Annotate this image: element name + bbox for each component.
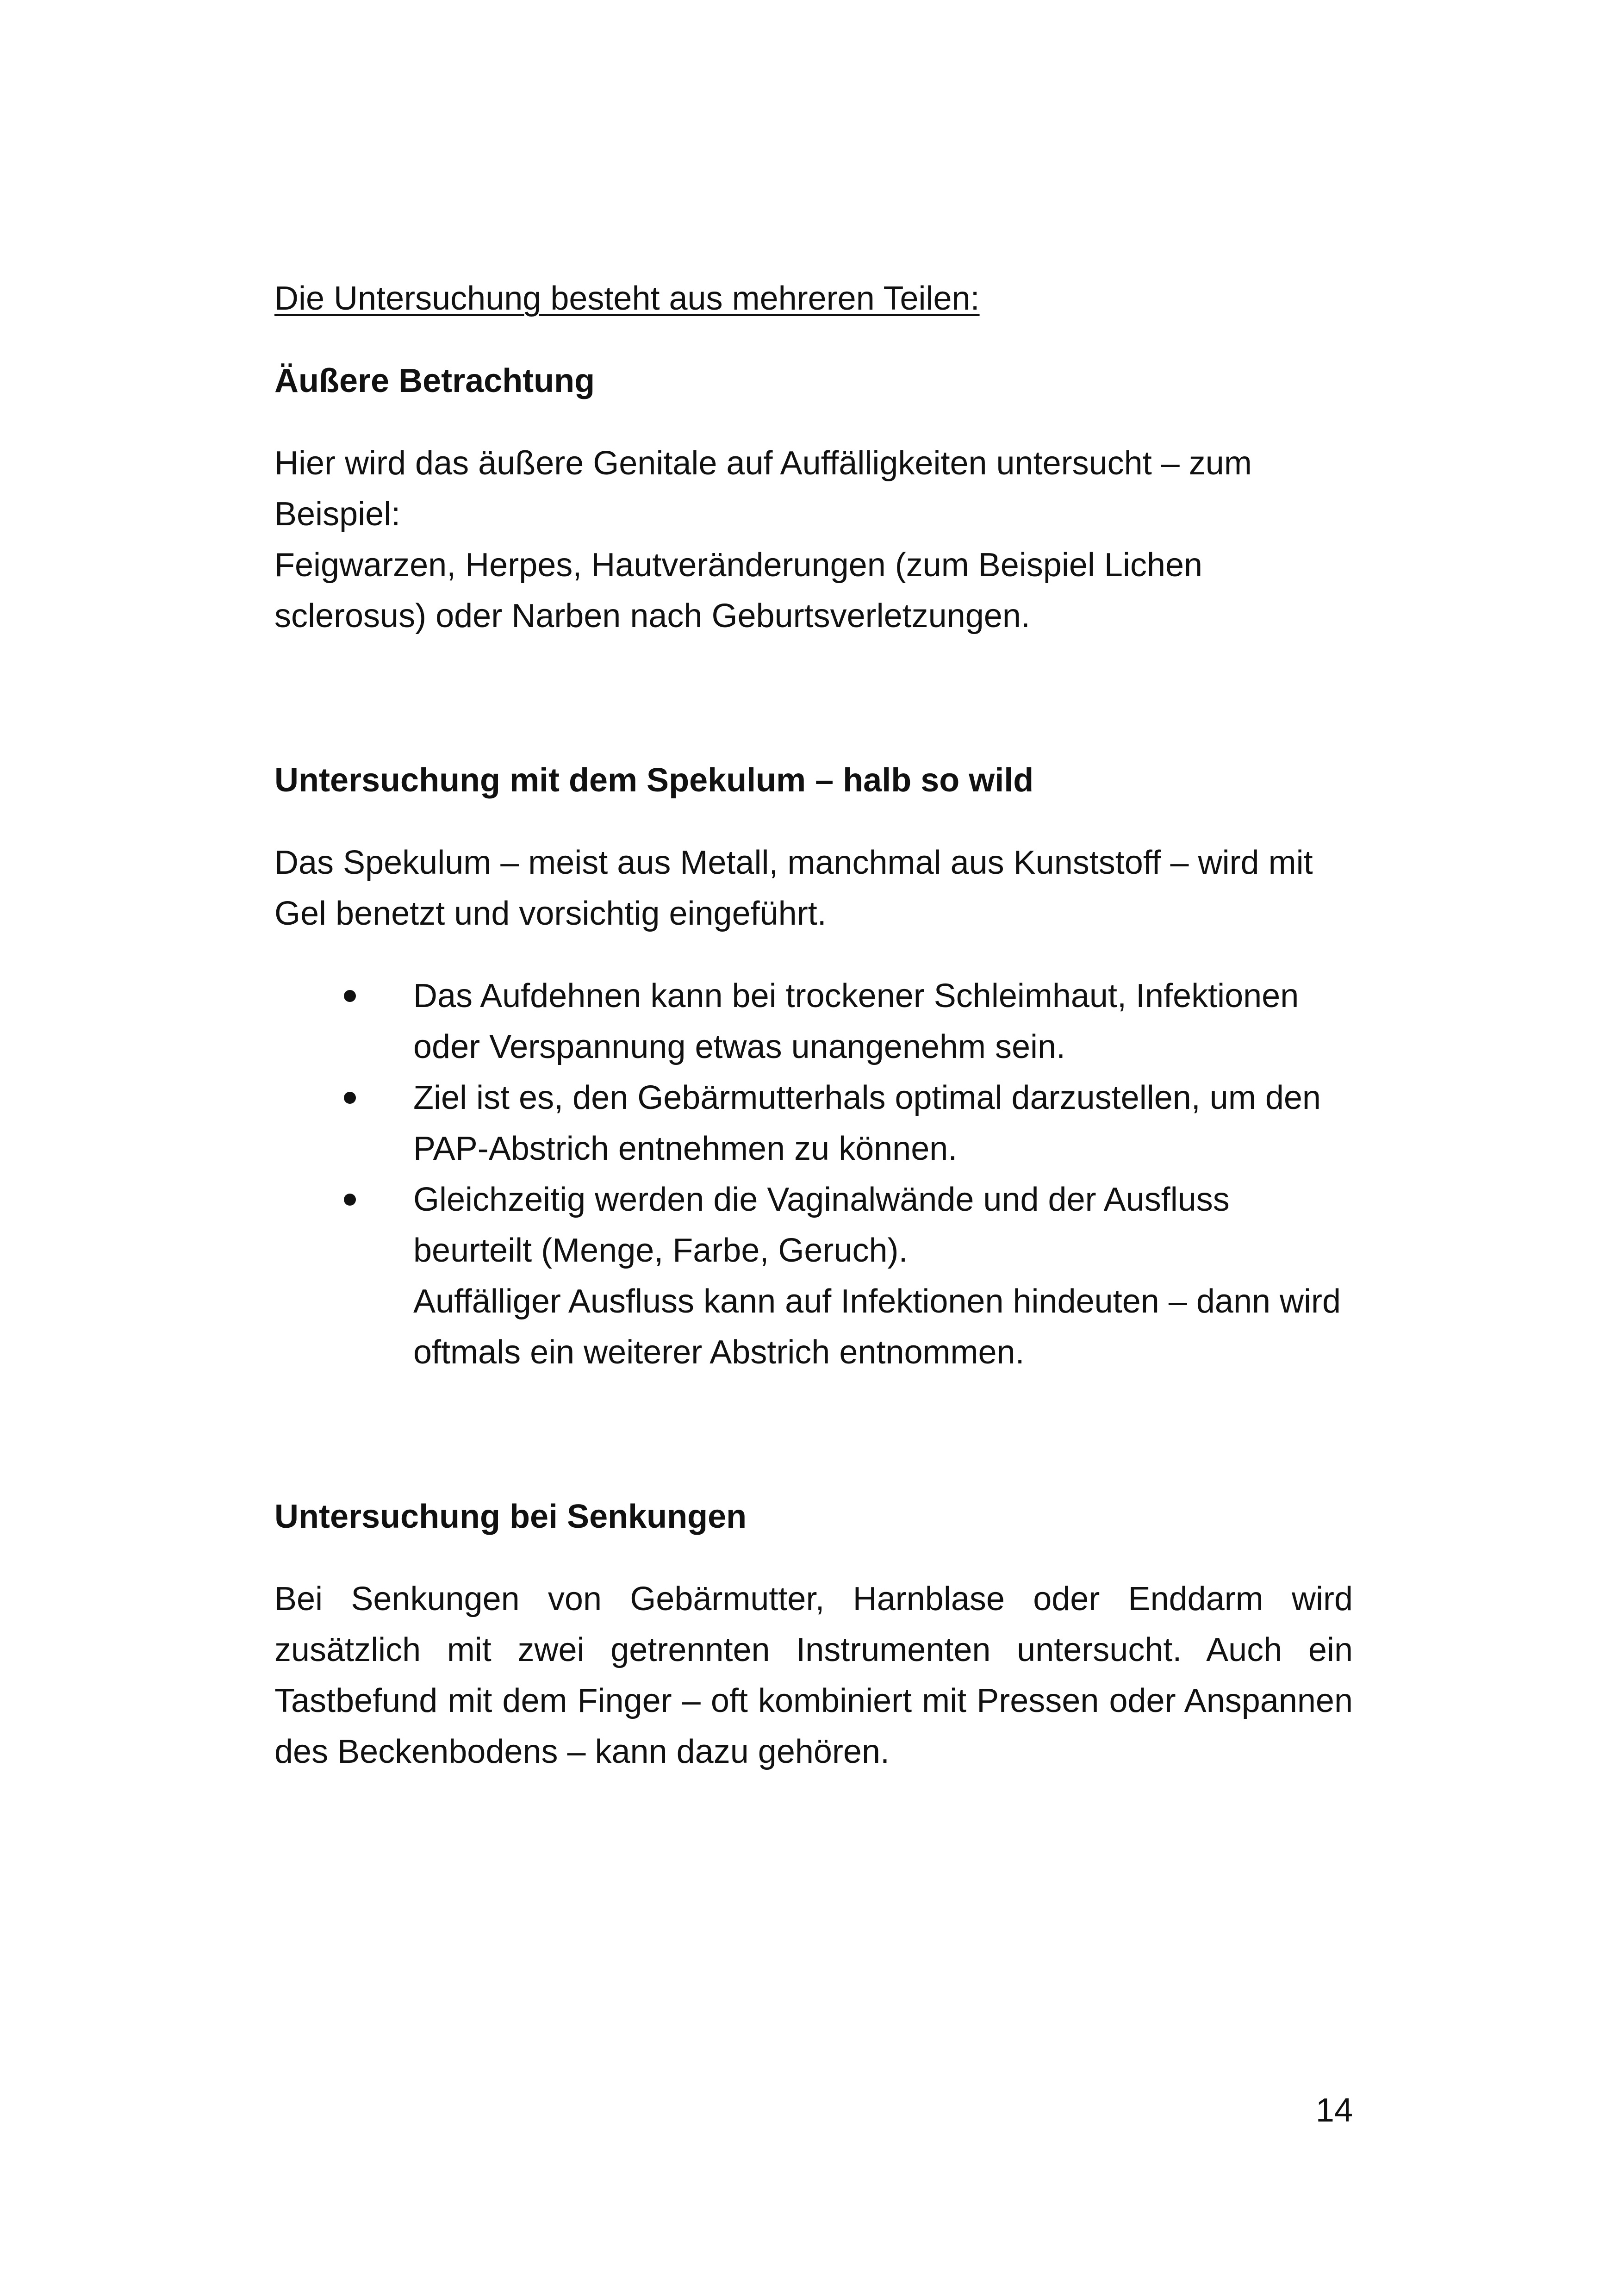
bullet-dot-icon	[344, 990, 356, 1002]
section-heading-speculum: Untersuchung mit dem Spekulum – halb so wild	[274, 762, 1034, 799]
bullet-item	[274, 971, 1353, 1072]
section-heading-outer-inspection: Äußere Betrachtung	[274, 362, 595, 399]
section-heading-prolapse: Untersuchung bei Senkungen	[274, 1498, 747, 1535]
section-paragraph: Das Spekulum – meist aus Metall, manchmal aus Kunststoff – wird mit Gel benetzt und vorsichtig eingeführt.	[274, 844, 1313, 932]
bullet-list	[274, 971, 1353, 1378]
bullet-dot-icon	[344, 1092, 356, 1104]
bullet-item	[274, 1072, 1353, 1174]
page-number: 14	[1315, 2092, 1353, 2129]
bullet-text: Gleichzeitig werden die Vaginalwände und der Ausfluss beurteilt (Menge, Farbe, Geruch).	[413, 1181, 1230, 1269]
bullet-item	[274, 1174, 1353, 1378]
section-paragraph: Feigwarzen, Herpes, Hautveränderungen (zum Beispiel Lichen sclerosus) oder Narben nach Geburtsverletzungen.	[274, 547, 1203, 635]
intro-line: Die Untersuchung besteht aus mehreren Teilen:	[274, 280, 980, 317]
bullet-dot-icon	[344, 1194, 356, 1206]
page-content	[274, 273, 1353, 1777]
section-paragraph: Bei Senkungen von Gebärmutter, Harnblase oder Enddarm wird zusätzlich mit zwei getrennten Instrumenten untersucht. Auch ein Tastbefund mit dem Finger – oft kombiniert mit Pressen oder Anspannen des Beckenbodens – kann dazu gehören.	[274, 1580, 1353, 1770]
section-paragraph: Hier wird das äußere Genitale auf Auffälligkeiten untersucht – zum Beispiel:	[274, 445, 1252, 533]
bullet-text: Ziel ist es, den Gebärmutterhals optimal darzustellen, um den PAP-Abstrich entnehmen zu können.	[413, 1079, 1321, 1167]
bullet-text: Das Aufdehnen kann bei trockener Schleimhaut, Infektionen oder Verspannung etwas unangenehm sein.	[413, 977, 1299, 1065]
bullet-continuation-text: Auffälliger Ausfluss kann auf Infektionen hindeuten – dann wird oftmals ein weiterer Abstrich entnommen.	[413, 1283, 1341, 1371]
